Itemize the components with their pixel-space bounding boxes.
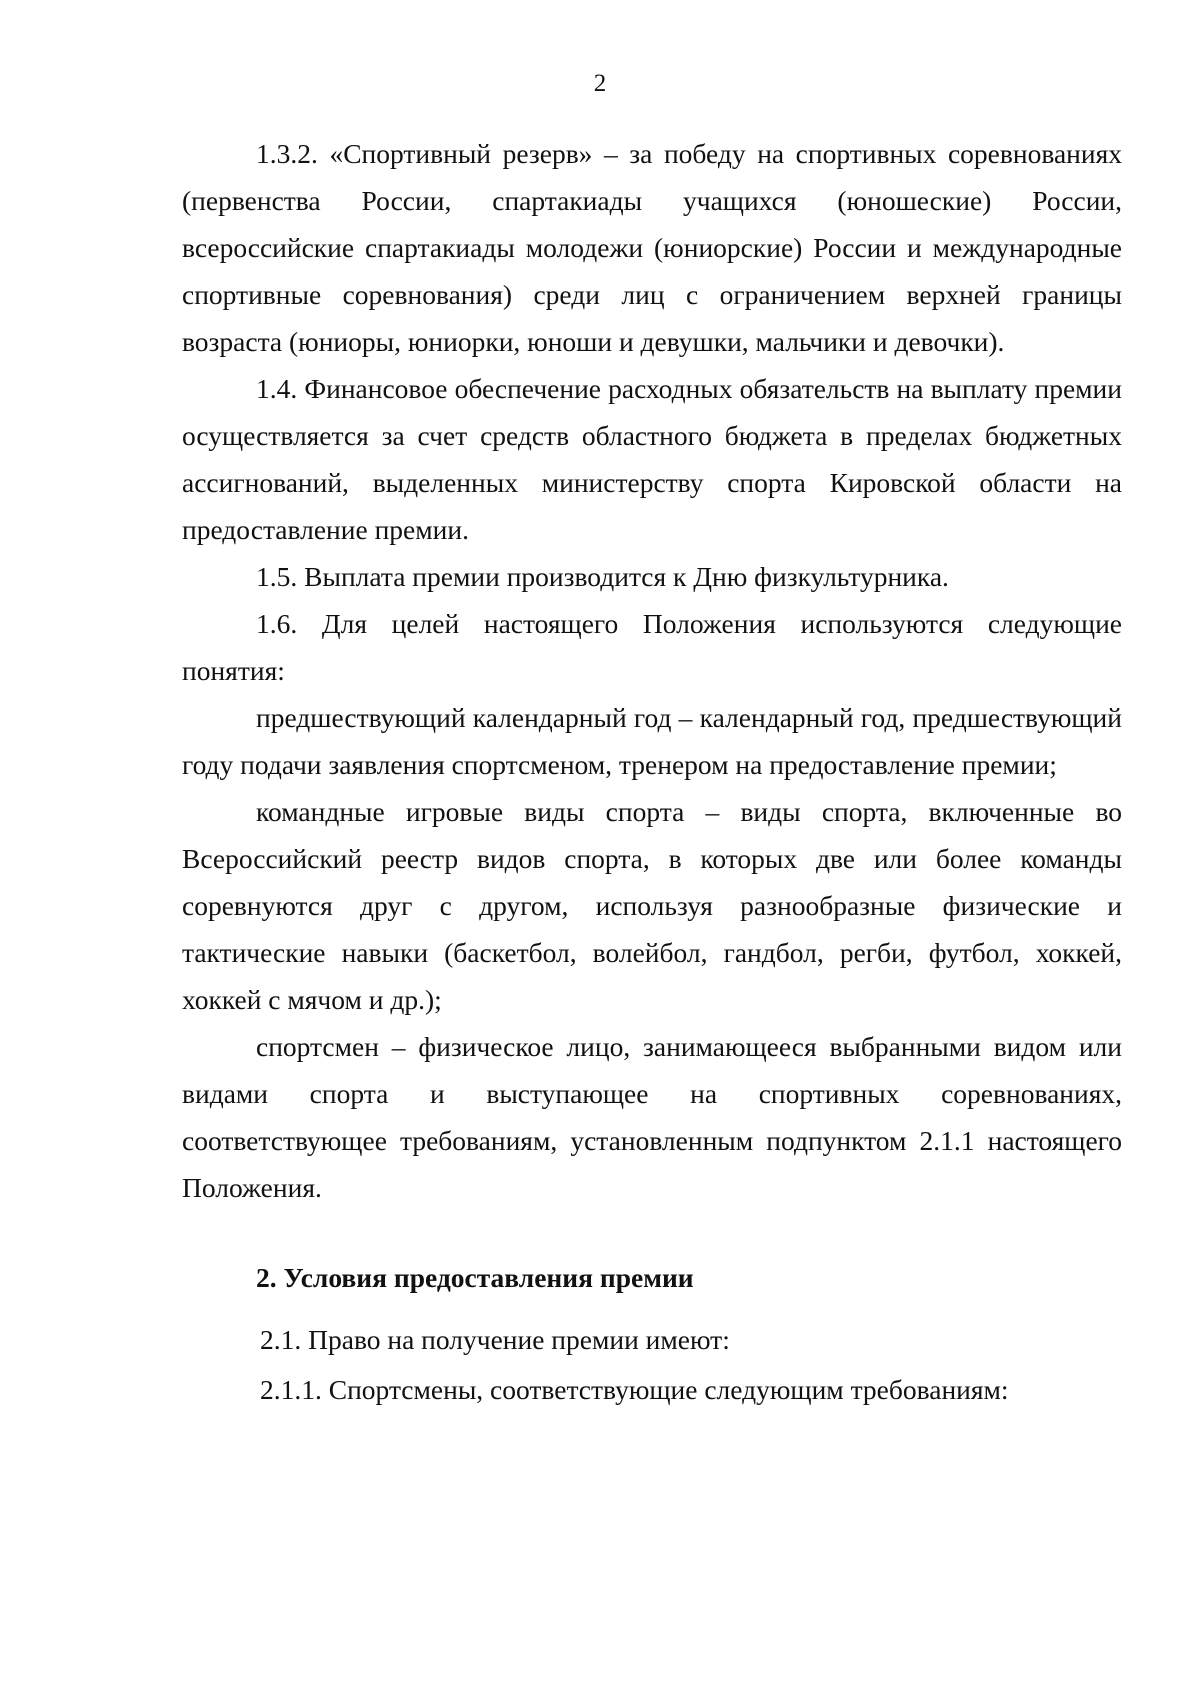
definition-athlete: спортсмен – физическое лицо, занимающееся выбранными видом или видами спорта и выступающее на спортивных соревнованиях, соответствующее требованиям, установленным подпунктом 2.1.1 настоящего Положения.	[182, 1031, 1122, 1203]
paragraph-1-5: 1.5. Выплата премии производится к Дню физкультурника.	[256, 561, 949, 592]
item-2-1: 2.1. Право на получение премии имеют:	[260, 1324, 730, 1355]
paragraph-1-4: 1.4. Финансовое обеспечение расходных обязательств на выплату премии осуществляется за счет средств областного бюджета в пределах бюджетных ассигнований, выделенных министерству спорта Кировской области на предоставление премии.	[182, 373, 1122, 545]
paragraph-1-3-2: 1.3.2. «Спортивный резерв» – за победу на спортивных соревнованиях (первенства России, спартакиады учащихся (юношеские) России, всероссийские спартакиады молодежи (юниорские) России и международные спортивные соревнования) среди лиц с ограничением верхней границы возраста (юниоры, юниорки, юноши и девушки, мальчики и девочки).	[182, 138, 1122, 357]
page-number: 2	[593, 70, 607, 97]
item-2-1-1: 2.1.1. Спортсмены, соответствующие следующим требованиям:	[260, 1374, 1009, 1405]
paragraph-1-6: 1.6. Для целей настоящего Положения используются следующие понятия:	[182, 608, 1122, 686]
section-heading: 2. Условия предоставления премии	[256, 1262, 694, 1293]
definition-previous-year: предшествующий календарный год – календарный год, предшествующий году подачи заявления спортсменом, тренером на предоставление премии;	[182, 702, 1122, 780]
document-body	[182, 130, 1122, 1413]
definition-team-sports: командные игровые виды спорта – виды спорта, включенные во Всероссийский реестр видов спорта, в которых две или более команды соревнуются друг с другом, используя разнообразные физические и тактические навыки (баскетбол, волейбол, гандбол, регби, футбол, хоккей, хоккей с мячом и др.);	[182, 796, 1122, 1015]
